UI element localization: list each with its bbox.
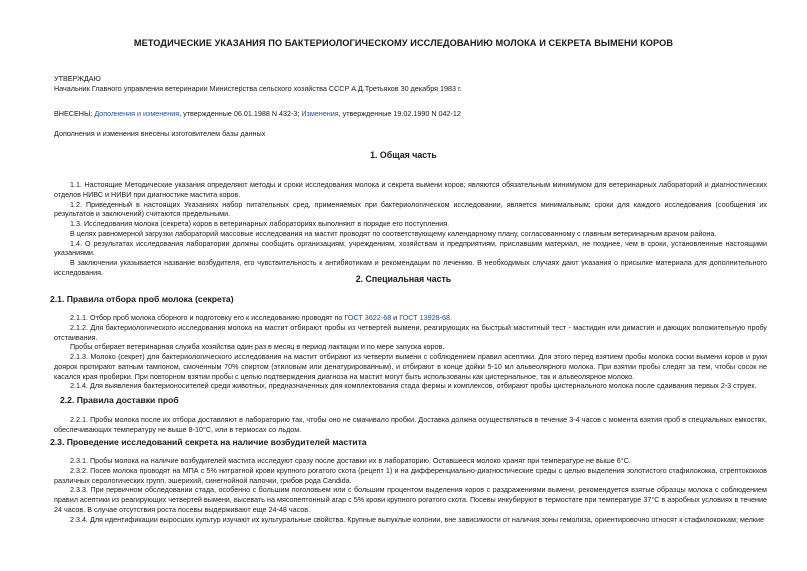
approval-text: Начальник Главного управления ветеринарии Министерства сельского хозяйства СССР А.Д.Третьяков 30 декабря 1983 г.	[54, 83, 462, 93]
paragraph: 1.3. Исследования молока (секрета) коров в ветеринарных лабораториях выполняют в порядке его поступления.	[70, 219, 450, 229]
paragraph: 1.1. Настоящие Методические указания определяют методы и сроки исследования молока и секрета вымени коров; являются обязательным минимумом для ветеринарных лабораторий и диагностических отделов НИВС и НИВИ при диагностике мастита коров.	[54, 180, 767, 199]
paragraph: 2.1.4. Для выявления бактерионосителей среди животных, предназначенных для комплектования стада фермы и комплексов, отбирают пробы цистернального молока после сдаивания первых 2-3 струек.	[70, 381, 757, 391]
subsection-2-2-heading: 2.2. Правила доставки проб	[60, 395, 179, 405]
introduced-mid: , утвержденные 06.01.1988 N 432-3;	[179, 109, 302, 118]
amendments-link[interactable]: Дополнения и изменения	[94, 109, 180, 118]
gost-3622-link[interactable]: ГОСТ 3622-68	[344, 313, 392, 322]
paragraph: 2.3.3. При первичном обследовании стада, особенно с большим поголовьем или с большим процентом выделения коров с раздражениями вымени, рекомендуется взятые образцы молока с соблюдением правил асептики из реагирующих четвертей вымени, высевать на мясопептонный агар с 5% крови крупного рогатого скота. Посевы инкубируют в термостате при температуре 37°С в аэробных условиях в течение 24 часов. В случае отсутствия роста посевы выдерживают еще 24-48 часов.	[54, 485, 767, 514]
section-1-heading: 1. Общая часть	[370, 150, 437, 160]
paragraph: 2.3.2. Посев молока проводят на МПА с 5% нитратной крови крупного рогатого скота (рецепт 1) и на дифференциально-диагностические среды с целью выделения золотистого стафилококка, стрептококков различных серологических групп, эшерихий, синегнойной палочки, грибов рода Candida.	[54, 465, 767, 485]
approval-block	[54, 74, 767, 94]
paragraph: 2.1.2. Для бактериологического исследования молока на мастит отбирают пробы из четвертей вымени, реагирующих на быстрый маститный тест - мастидин или димастин и дающих положительную пробу отстаивания.	[54, 322, 767, 342]
section-2-heading: 2. Специальная часть	[355, 274, 452, 284]
paragraph: В заключении указывается название возбудителя, его чувствительность к антибиотикам и рекомендации по лечению. В необходимых случаях дают указания о присылке материала для дополнительного исследования.	[54, 258, 767, 278]
introduced-suffix: , утвержденные 19.02.1990 N 042-12	[338, 109, 461, 118]
paragraph: В целях равномерной загрузки лабораторий массовые исследования на мастит проводят по соответствующему календарному плану, согласованному с главным ветеринарным врачом района.	[70, 228, 717, 238]
paragraph: 1.4. О результатах исследования лаборатории должны сообщить организациям, учреждениям, хозяйствам и предприятиям, приславшим материал, не позднее, чем в сроки, установленные настоящими указаниями.	[54, 238, 767, 258]
subsection-2-3-heading: 2.3. Проведение исследований секрета на наличие возбудителей мастита	[50, 437, 367, 447]
subsection-2-1-body	[54, 313, 767, 391]
introduced-line	[54, 109, 767, 119]
approval-label: УТВЕРЖДАЮ	[54, 74, 101, 83]
subsection-2-3-body	[54, 456, 767, 524]
introduced-prefix: ВНЕСЕНЫ:	[54, 109, 95, 118]
db-note: Дополнения и изменения внесены изготовителем базы данных	[54, 129, 266, 138]
subsection-2-1-heading: 2.1. Правила отбора проб молока (секрета)	[50, 294, 234, 304]
paragraph: 2.1.3. Молоко (секрет) для бактериологического исследования на мастит отбирают из четверти вымени с соблюдением правил асептики. Для этого перед взятием пробы молока соски вымени коров и руки доярок протирают ватным тампоном, смоченным 70% спиртом (этиловым или денатурированным), и отбирают в конце дойки 5-10 мл альвеолярного молока. При взятии пробы следят за тем, чтобы сосок не касался края пробирки. При повторном взятии пробы с целью подтверждения диагноза на мастит могут быть использованы как цистернальное, так и альвеолярное молоко.	[54, 352, 767, 381]
gost-13928-link[interactable]: ГОСТ 13928-68	[399, 313, 450, 322]
paragraph: 2.2.1. Пробы молока после их отбора доставляют в лабораторию так, чтобы оно не смачивало пробки. Доставка должна осуществляться в течение 3-4 часов с момента взятия проб в специальных емкостях, обеспечивающих температуру не выше 8-10°С, или в термосах со льдом.	[54, 415, 767, 434]
subsection-2-2-body	[54, 415, 767, 435]
section-1-body	[54, 180, 767, 278]
paragraph: 2.3.1. Пробы молока на наличие возбудителей мастита исследуют сразу после доставки их в лабораторию. Оставшееся молоко хранят при температуре не выше 6°С.	[70, 456, 631, 465]
paragraph: Пробы отбирает ветеринарная служба хозяйства один раз в месяц в период лактации и по мере запуска коров.	[70, 342, 445, 352]
document-title: МЕТОДИЧЕСКИЕ УКАЗАНИЯ ПО БАКТЕРИОЛОГИЧЕСКОМУ ИССЛЕДОВАНИЮ МОЛОКА И СЕКРЕТА ВЫМЕНИ КОРОВ	[133, 38, 674, 48]
paragraph: 2.3.4. Для идентификации выросших культур изучают их культуральные свойства. Крупные выпуклые колонии, вне зависимости от наличия зоны гемолиза, ориентировочно относят к стафилококкам; мелкие	[70, 514, 764, 524]
paragraph: 2.1.1. Отбор проб молока сборного и подготовку его к исследованию проводят по ГОСТ 3622-68 и ГОСТ 13928-68.	[70, 313, 452, 322]
paragraph: 1.2. Приведенный в настоящих Указаниях набор питательных сред, применяемых при бактериологическом исследовании, является минимальным; сроки для каждого исследования (сообщения их результатов и заключений) считаются предельными.	[54, 199, 767, 219]
changes-link[interactable]: Изменения	[301, 109, 339, 118]
